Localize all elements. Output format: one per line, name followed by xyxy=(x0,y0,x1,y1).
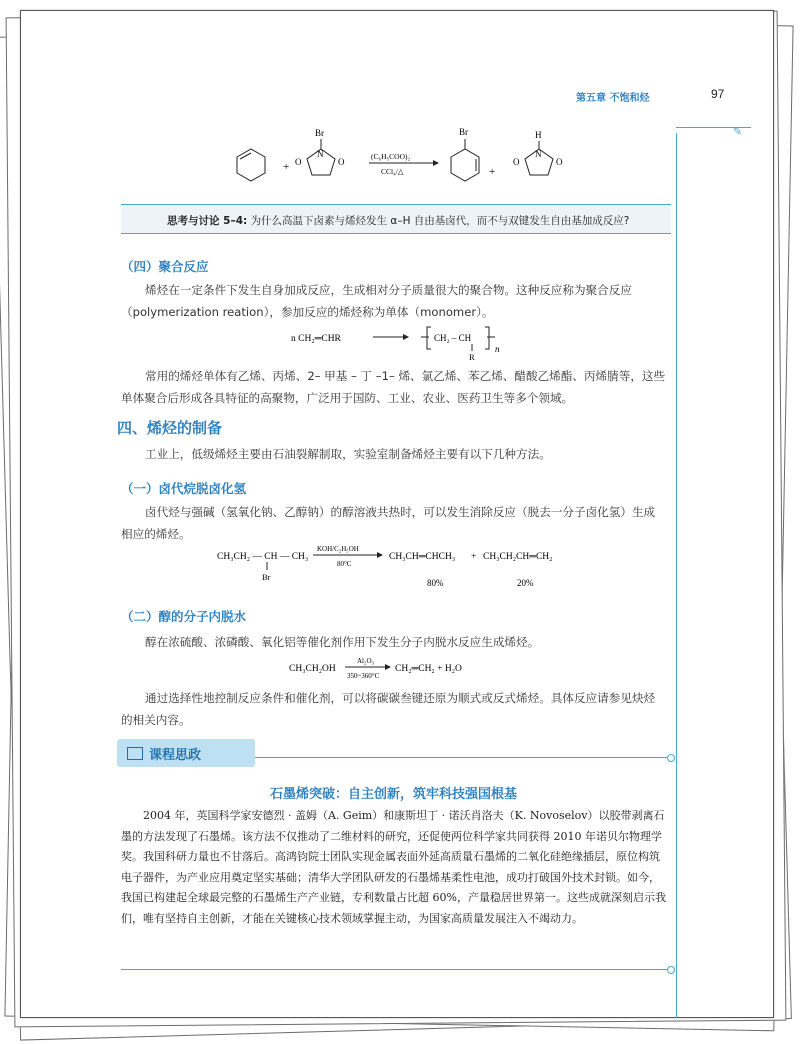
arrow-bottom-label: 80°C xyxy=(337,560,352,568)
paragraph-dehydration xyxy=(121,631,666,653)
rule-end-dot xyxy=(667,754,675,762)
think-label: 思考与讨论 5–4: xyxy=(167,215,248,227)
eq-reactant: CH₃CH₂ — CH — CH₃ xyxy=(217,552,309,562)
frame-icon xyxy=(127,747,143,760)
heading-dehydration: （二）醇的分子内脱水 xyxy=(121,609,247,624)
paragraph-text: 工业上，低级烯烃主要由石油裂解制取，实验室制备烯烃主要有以下几种方法。 xyxy=(145,447,551,461)
paragraph-text: 常用的烯烃单体有乙烯、丙烯、2– 甲基 – 丁 –1– 烯、氯乙烯、苯乙烯、醋酸乙烯酯、丙烯腈等，这些单体聚合后形成各具特征的高聚物，广泛用于国防、工业、农业、医药卫生等多个领域。 xyxy=(121,369,666,405)
paragraph-text: 烯烃在一定条件下发生自身加成反应，生成相对分子质量很大的聚合物。这种反应称为聚合反应（polymerization reation），参加反应的烯烃称为单体（monomer）。 xyxy=(121,283,632,319)
paragraph-dehydrohalogenation xyxy=(121,501,666,545)
yield-major: 80% xyxy=(427,578,444,588)
paragraph-reduction-note xyxy=(121,687,666,731)
eq-product-major: CH₃CH═CHCH₃ xyxy=(389,552,456,562)
polymerization-equation xyxy=(291,325,511,365)
heading-dehydrohalogenation: （一）卤代烷脱卤化氢 xyxy=(121,481,247,496)
nbs-n: N xyxy=(317,149,324,159)
think-question: 为什么高温下卤素与烯烃发生 α–H 自由基卤代，而不与双键发生自由基加成反应? xyxy=(250,215,630,227)
bromocyclohexene-ring xyxy=(451,149,479,181)
graphene-story xyxy=(121,806,666,929)
paragraph-text: 通过选择性地控制反应条件和催化剂，可以将碳碳叁键还原为顺式或反式烯烃。具体反应请参见炔烃的相关内容。 xyxy=(121,691,656,727)
eq-repeat-unit: CH₂ – CH xyxy=(434,333,472,343)
eq-r-group: R xyxy=(469,352,475,362)
succinimide-o1: O xyxy=(513,157,520,167)
arrow-top-label: (C₆H₅COO)₂ xyxy=(371,152,411,161)
sidebar-rule xyxy=(676,133,677,1018)
succinimide-o2: O xyxy=(556,157,563,167)
nbs-reaction-scheme xyxy=(201,123,581,193)
bottom-rule xyxy=(121,969,671,970)
succinimide-h: H xyxy=(535,130,542,140)
paragraph-text: 醇在浓硫酸、浓磷酸、氧化铝等催化剂作用下发生分子内脱水反应生成烯烃。 xyxy=(145,635,540,649)
yield-minor: 20% xyxy=(517,578,534,588)
course-label-text: 课程思政 xyxy=(149,748,202,763)
think-discuss-box xyxy=(121,204,671,234)
paragraph-text: 卤代烃与强碱（氢氧化钠、乙醇钠）的醇溶液共热时，可以发生消除反应（脱去一分子卤化氢）生成相应的烯烃。 xyxy=(121,505,656,541)
story-text: 2004 年，英国科学家安德烈 · 盖姆（A. Geim）和康斯坦丁 · 诺沃肖洛夫（K. Novoselov）以胶带剥离石墨的方法发现了石墨烯。该方法不仅推动了二维材料的研究，还促使两位科学家共同获得 2010 年诺贝尔物理学奖。我国科研力量也不甘落后。高鸿钧院士团队实现金属表面外延高质量石墨烯的二氧化硅绝缘插层，原位构筑电子器件，为产业应用奠定坚实基础；清华大学团队研发的石墨烯基柔性电池，成功打破国外技术封锁。如今，我国已构建起全球最完整的石墨烯生产产业链，专利数量占比超 60%，产量稳居世界第一。这些成就深刻启示我们，唯有坚持自主创新，才能在关键核心技术领域掌握主动，为国家高质量发展注入不竭动力。 xyxy=(121,809,666,925)
course-ideology-tab xyxy=(117,739,255,767)
eq-ethanol: CH₃CH₂OH xyxy=(289,664,336,674)
graphene-title: 石墨烯突破：自主创新，筑牢科技强国根基 xyxy=(269,787,517,802)
arrow-bottom-label: 350~360°C xyxy=(347,672,380,680)
nbs-o2: O xyxy=(338,157,345,167)
dehydration-equation xyxy=(289,653,509,685)
eq-ethylene: CH₂═CH₂ + H₂O xyxy=(395,664,462,674)
arrow-top-label: Al₂O₃ xyxy=(357,657,374,665)
course-rule xyxy=(255,757,671,758)
pencil-icon: ✎ xyxy=(733,125,743,138)
cyclohexene-ring xyxy=(237,149,265,181)
arrow-top-label: KOH/C₂H₅OH xyxy=(317,545,359,553)
plus-sign: + xyxy=(489,166,496,178)
eq-product-minor: CH₃CH₂CH═CH₂ xyxy=(483,552,553,562)
nbs-br: Br xyxy=(315,128,324,138)
eq-n: n xyxy=(495,344,500,354)
arrow-bottom-label: CCl₄/△ xyxy=(381,167,404,176)
plus-sign: + xyxy=(471,552,477,562)
paragraph-polymerization xyxy=(121,279,666,323)
succinimide-n: N xyxy=(535,149,542,159)
eq-monomer: n CH₂═CHR xyxy=(291,334,341,344)
paragraph-intro xyxy=(121,443,666,465)
rule-end-dot xyxy=(667,966,675,974)
eq-br: Br xyxy=(262,572,271,582)
plus-sign: + xyxy=(283,161,290,173)
product-br: Br xyxy=(459,127,468,137)
elimination-equation xyxy=(217,545,577,591)
book-page xyxy=(20,10,774,1018)
paragraph-monomers xyxy=(121,365,666,409)
chapter-title: 第五章 不饱和烃 xyxy=(576,93,650,104)
page-number: 97 xyxy=(711,87,725,101)
heading-polymerization: （四）聚合反应 xyxy=(121,259,209,274)
course-label xyxy=(127,744,201,763)
nbs-o1: O xyxy=(295,157,302,167)
heading-alkene-preparation: 四、烯烃的制备 xyxy=(117,419,223,437)
